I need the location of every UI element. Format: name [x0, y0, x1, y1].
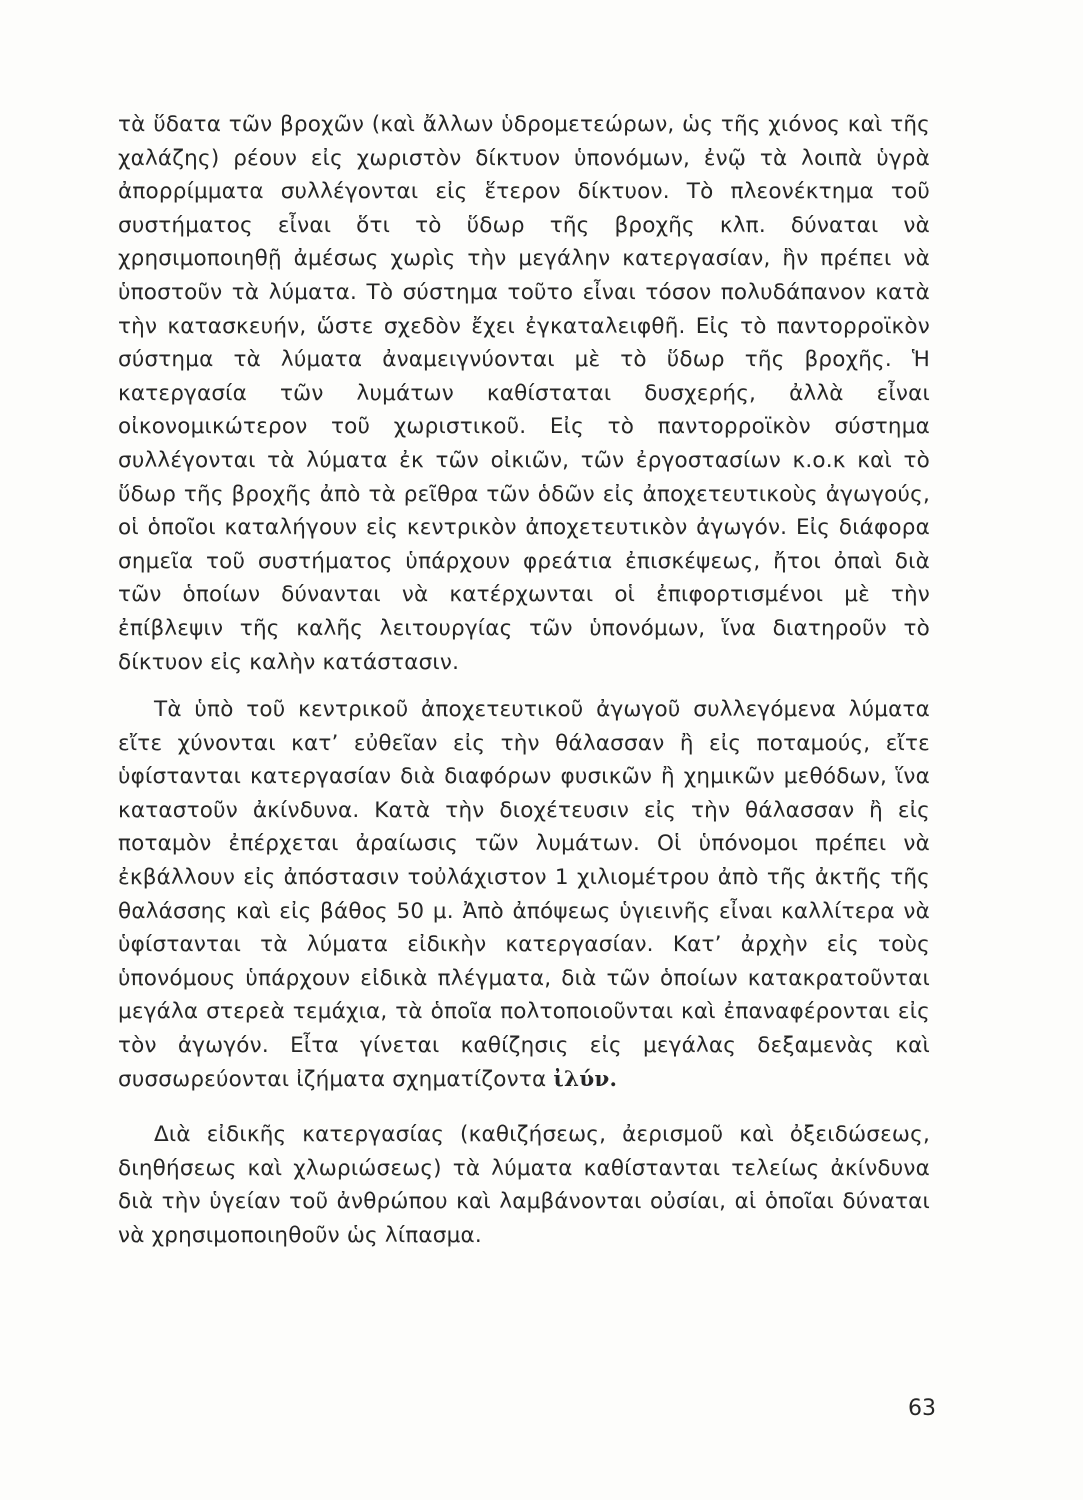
body-text [118, 108, 930, 1253]
paragraph-2-bold-term: ἰλύν. [553, 1066, 618, 1092]
paragraph-2 [118, 693, 930, 1096]
paragraph-3: Διὰ εἰδικῆς κατεργασίας (καθιζήσεως, ἀερισμοῦ καὶ ὀξειδώσεως, διηθήσεως καὶ χλωριώσεως) τὰ λύματα καθίστανται τελείως ἀκίνδυνα διὰ τὴν ὑγείαν τοῦ ἀνθρώπου καὶ λαμβάνονται οὐσίαι, αἱ ὁποῖαι δύναται νὰ χρησιμοποιηθοῦν ὡς λίπασμα. [118, 1122, 930, 1248]
page-number: 63 [908, 1396, 936, 1421]
paragraph-1: τὰ ὕδατα τῶν βροχῶν (καὶ ἄλλων ὑδρομετεώρων, ὡς τῆς χιόνος καὶ τῆς χαλάζης) ρέουν εἰς χωριστὸν δίκτυον ὑπονόμων, ἐνῷ τὰ λοιπὰ ὑγρὰ ἀπορρίμματα συλλέγονται εἰς ἕτερον δίκτυον. Τὸ πλεονέκτημα τοῦ συστήματος εἶναι ὅτι τὸ ὕδωρ τῆς βροχῆς κλπ. δύναται νὰ χρησιμοποιηθῇ ἀμέσως χωρὶς τὴν μεγάλην κατεργασίαν, ἣν πρέπει νὰ ὑποστοῦν τὰ λύματα. Τὸ σύστημα τοῦτο εἶναι τόσον πολυδάπανον κατὰ τὴν κατασκευήν, ὥστε σχεδὸν ἔχει ἐγκαταλειφθῆ. Εἰς τὸ παντορροϊκὸν σύστημα τὰ λύματα ἀναμειγνύονται μὲ τὸ ὕδωρ τῆς βροχῆς. Ἡ κατεργασία τῶν λυμάτων καθίσταται δυσχερής, ἀλλὰ εἶναι οἰκονομικώτερον τοῦ χωριστικοῦ. Εἰς τὸ παντορροϊκὸν σύστημα συλλέγονται τὰ λύματα ἐκ τῶν οἰκιῶν, τῶν ἐργοστασίων κ.ο.κ καὶ τὸ ὕδωρ τῆς βροχῆς ἀπὸ τὰ ρεῖθρα τῶν ὁδῶν εἰς ἀποχετευτικοὺς ἀγωγούς, οἱ ὁποῖοι καταλήγουν εἰς κεντρικὸν ἀποχετευτικὸν ἀγωγόν. Εἰς διάφορα σημεῖα τοῦ συστήματος ὑπάρχουν φρεάτια ἐπισκέψεως, ἤτοι ὀπαὶ διὰ τῶν ὁποίων δύνανται νὰ κατέρχωνται οἱ ἐπιφορτισμένοι μὲ τὴν ἐπίβλεψιν τῆς καλῆς λειτουργίας τῶν ὑπονόμων, ἵνα διατηροῦν τὸ δίκτυον εἰς καλὴν κατάστασιν. [118, 112, 930, 675]
paragraph-2-text: Τὰ ὑπὸ τοῦ κεντρικοῦ ἀποχετευτικοῦ ἀγωγοῦ συλλεγόμενα λύματα εἴτε χύνονται κατ’ εὐθεῖαν εἰς τὴν θάλασσαν ἢ εἰς ποταμούς, εἴτε ὑφίστανται κατεργασίαν διὰ διαφόρων φυσικῶν ἢ χημικῶν μεθόδων, ἵνα καταστοῦν ἀκίνδυνα. Κατὰ τὴν διοχέτευσιν εἰς τὴν θάλασσαν ἢ εἰς ποταμὸν ἐπέρχεται ἀραίωσις τῶν λυμάτων. Οἱ ὑπόνομοι πρέπει νὰ ἐκβάλλουν εἰς ἀπόστασιν τοὐλάχιστον 1 χιλιομέτρου ἀπὸ τῆς ἀκτῆς τῆς θαλάσσης καὶ εἰς βάθος 50 μ. Ἀπὸ ἀπόψεως ὑγιεινῆς εἶναι καλλίτερα νὰ ὑφίστανται τὰ λύματα εἰδικὴν κατεργασίαν. Κατ’ ἀρχὴν εἰς τοὺς ὑπονόμους ὑπάρχουν εἰδικὰ πλέγματα, διὰ τῶν ὁποίων κατακρατοῦνται μεγάλα στερεὰ τεμάχια, τὰ ὁποῖα πολτοποιοῦνται καὶ ἐπαναφέρονται εἰς τὸν ἀγωγόν. Εἶτα γίνεται καθίζησις εἰς μεγάλας δεξαμενὰς καὶ συσσωρεύονται ἰζήματα σχηματίζοντα [118, 697, 930, 1092]
